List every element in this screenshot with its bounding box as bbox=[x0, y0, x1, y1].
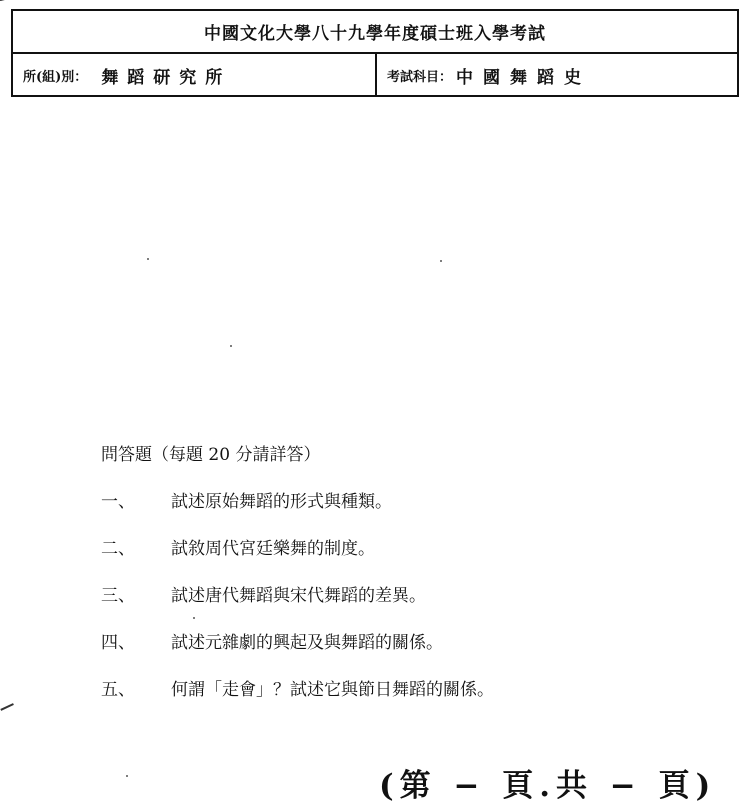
department-cell bbox=[13, 54, 377, 97]
scan-speck bbox=[230, 345, 232, 347]
question-text: 何謂「走會」？試述它與節日舞蹈的關係。 bbox=[171, 680, 494, 700]
exam-header-table bbox=[11, 9, 739, 97]
question-text: 試述唐代舞蹈與宋代舞蹈的差異。 bbox=[171, 586, 426, 606]
department-label: 所(組)別： bbox=[23, 70, 88, 85]
exam-title: 中國文化大學八十九學年度碩士班入學考試 bbox=[13, 11, 737, 54]
question-number: 五、 bbox=[101, 680, 135, 700]
subject-label: 考試科目： bbox=[387, 70, 453, 85]
department-value: 舞蹈研究所 bbox=[101, 68, 232, 88]
question-number: 一、 bbox=[101, 492, 135, 512]
scan-edge-mark bbox=[0, 703, 13, 710]
question-number: 三、 bbox=[101, 586, 135, 606]
question-number: 二、 bbox=[101, 539, 135, 559]
subject-value: 中國舞蹈史 bbox=[456, 68, 592, 88]
exam-info-row bbox=[13, 54, 737, 97]
question-text: 試述原始舞蹈的形式與種類。 bbox=[171, 492, 392, 512]
scan-speck bbox=[440, 260, 442, 262]
subject-cell bbox=[377, 54, 737, 97]
scan-speck bbox=[126, 775, 128, 777]
question-text: 試敘周代宮廷樂舞的制度。 bbox=[171, 539, 375, 559]
question-item bbox=[101, 487, 701, 517]
question-item bbox=[101, 675, 701, 705]
section-heading: 問答題（每題 20 分請詳答） bbox=[101, 445, 321, 465]
scan-speck bbox=[147, 258, 149, 260]
question-section bbox=[101, 440, 701, 722]
page-number-footer: (第 − 頁.共 − 頁) bbox=[379, 768, 717, 804]
scan-speck bbox=[193, 617, 195, 619]
question-item bbox=[101, 581, 701, 611]
question-item bbox=[101, 534, 701, 564]
question-number: 四、 bbox=[101, 633, 135, 653]
question-item bbox=[101, 628, 701, 658]
question-text: 試述元雜劇的興起及與舞蹈的關係。 bbox=[171, 633, 443, 653]
